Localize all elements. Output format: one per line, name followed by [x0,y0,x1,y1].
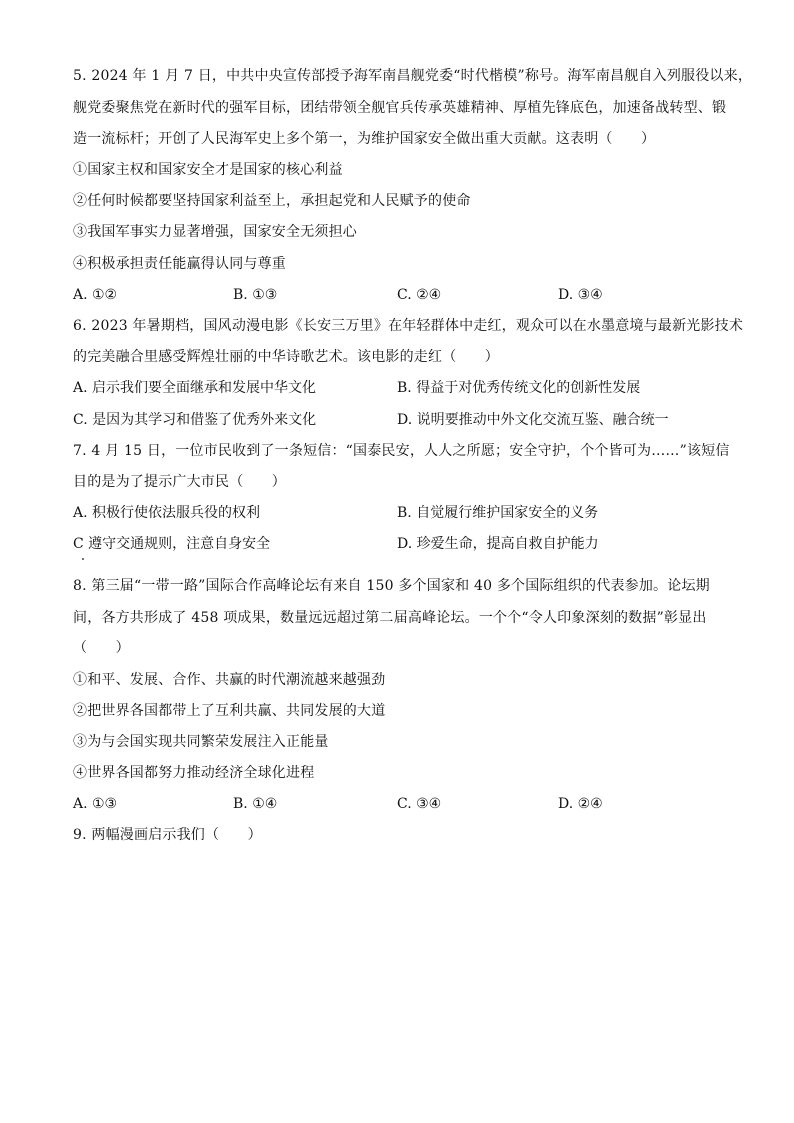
q8-stem-line-1: 8. 第三届“一带一路”国际合作高峰论坛有来自 150 多个国家和 40 多个国际组织的代表参加。论坛期 [73,578,710,594]
q5-statement-1: ①国家主权和国家安全才是国家的核心利益 [73,162,343,178]
q5-statement-3: ③我国军事实力显著增强，国家安全无须担心 [73,224,357,240]
q8-option-c[interactable]: C. ③④ [397,796,442,812]
q8-option-b[interactable]: B. ①④ [233,796,278,812]
q6-option-a[interactable]: A. 启示我们要全面继承和发展中华文化 [73,380,317,396]
q7-option-d[interactable]: D. 珍爱生命，提高自救自护能力 [397,536,599,552]
q8-statement-4: ④世界各国都努力推动经济全球化进程 [73,765,315,781]
q5-option-d[interactable]: D. ③④ [558,287,603,303]
q8-statement-2: ②把世界各国都带上了互利共赢、共同发展的大道 [73,703,386,719]
q5-statement-2: ②任何时候都要坚持国家利益至上，承担起党和人民赋予的使命 [73,193,471,209]
q5-option-b[interactable]: B. ①③ [233,287,278,303]
q7-options-row-1 [73,504,723,522]
q8-option-a[interactable]: A. ①③ [73,796,118,812]
q7-option-c[interactable]: C 遵守交通规则，注意自身安全 [73,536,271,552]
stray-dot [82,558,84,560]
q7-stem-line-1: 7. 4 月 15 日，一位市民收到了一条短信：“国泰民安，人人之所愿；安全守护，个个皆可为……”该短信 [73,443,730,459]
q8-options [73,795,723,813]
q9-stem-line-1: 9. 两幅漫画启示我们（ ） [73,827,262,843]
q5-stem-line-2: 舰党委聚焦党在新时代的强军目标，团结带领全舰官兵传承英雄精神、厚植先锋底色，加速备战转型、锻 [73,100,727,116]
q8-statement-3: ③为与会国实现共同繁荣发展注入正能量 [73,734,329,750]
q5-options [73,286,723,304]
q7-options-row-2 [73,535,723,553]
q6-options-row-2 [73,411,723,429]
q8-statement-1: ①和平、发展、合作、共赢的时代潮流越来越强劲 [73,672,386,688]
q5-option-c[interactable]: C. ②④ [397,287,442,303]
q6-stem-line-1: 6. 2023 年暑期档，国风动漫电影《长安三万里》在年轻群体中走红，观众可以在水墨意境与最新光影技术 [73,318,744,334]
q6-stem-line-2: 的完美融合里感受辉煌壮丽的中华诗歌艺术。该电影的走红（ ） [73,349,499,365]
q6-options-row-1 [73,379,723,397]
q5-statement-4: ④积极承担责任能赢得认同与尊重 [73,256,286,272]
q8-stem-line-3: （ ） [73,640,130,656]
q5-stem-line-3: 造一流标杆；开创了人民海军史上多个第一，为维护国家安全做出重大贡献。这表明（ ） [73,131,656,147]
q8-option-d[interactable]: D. ②④ [558,796,603,812]
q8-stem-line-2: 间，各方共形成了 458 项成果，数量远远超过第二届高峰论坛。一个个“令人印象深刻的数据”彰显出 [73,610,707,626]
q5-stem-line-1: 5. 2024 年 1 月 7 日，中共中央宣传部授予海军南昌舰党委“时代楷模”称号。海军南昌舰自入列服役以来， [73,68,753,84]
q7-option-b[interactable]: B. 自觉履行维护国家安全的义务 [397,505,599,521]
q6-option-d[interactable]: D. 说明要推动中外文化交流互鉴、融合统一 [397,412,669,428]
q5-option-a[interactable]: A. ①② [73,287,118,303]
q7-stem-line-2: 目的是为了提示广大市民（ ） [73,474,286,490]
q6-option-b[interactable]: B. 得益于对优秀传统文化的创新性发展 [397,380,641,396]
q7-option-a[interactable]: A. 积极行使依法服兵役的权利 [73,505,261,521]
q6-option-c[interactable]: C. 是因为其学习和借鉴了优秀外来文化 [73,412,317,428]
